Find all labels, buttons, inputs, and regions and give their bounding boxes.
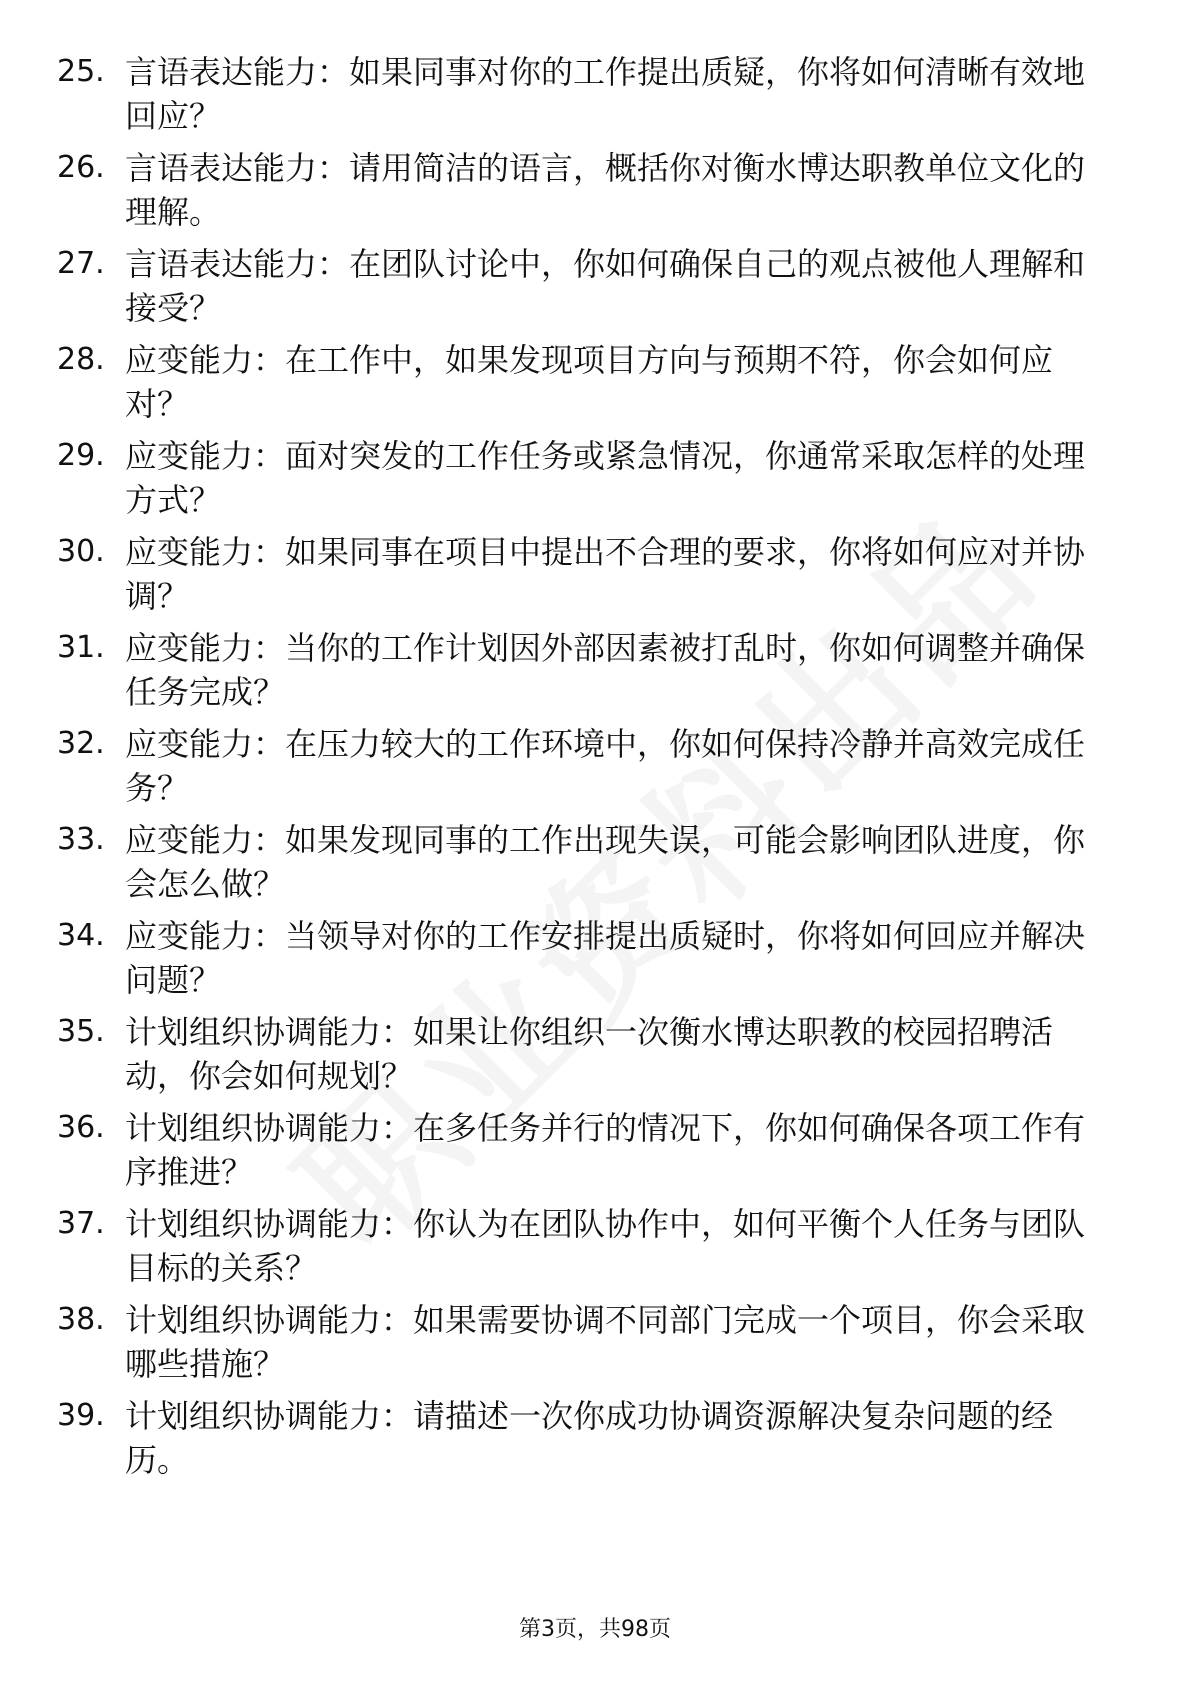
question-number: 37. <box>57 1206 105 1241</box>
question-text: 应变能力：在工作中，如果发现项目方向与预期不符，你会如何应对？ <box>125 341 1054 423</box>
question-text: 言语表达能力：在团队讨论中，你如何确保自己的观点被他人理解和接受？ <box>125 245 1086 327</box>
question-item <box>0 1106 1190 1202</box>
question-item <box>0 722 1190 818</box>
question-text: 计划组织协调能力：你认为在团队协作中，如何平衡个人任务与团队目标的关系？ <box>125 1205 1086 1287</box>
question-text: 应变能力：如果同事在项目中提出不合理的要求，你将如何应对并协调？ <box>125 533 1086 615</box>
question-item <box>0 818 1190 914</box>
question-item <box>0 146 1190 242</box>
question-text: 应变能力：当你的工作计划因外部因素被打乱时，你如何调整并确保任务完成？ <box>125 629 1086 711</box>
question-number: 28. <box>57 342 105 377</box>
question-number: 26. <box>57 150 105 185</box>
question-text: 应变能力：在压力较大的工作环境中，你如何保持冷静并高效完成任务？ <box>125 725 1086 807</box>
question-text: 应变能力：如果发现同事的工作出现失误，可能会影响团队进度，你会怎么做？ <box>125 821 1086 903</box>
question-item <box>0 1010 1190 1106</box>
question-number: 25. <box>57 54 105 89</box>
question-number: 30. <box>57 534 105 569</box>
question-text: 言语表达能力：如果同事对你的工作提出质疑，你将如何清晰有效地回应？ <box>125 53 1086 135</box>
question-item <box>0 1202 1190 1298</box>
question-item <box>0 1298 1190 1394</box>
question-number: 32. <box>57 726 105 761</box>
question-text: 计划组织协调能力：如果让你组织一次衡水博达职教的校园招聘活动，你会如何规划？ <box>125 1013 1054 1095</box>
question-text: 计划组织协调能力：请描述一次你成功协调资源解决复杂问题的经历。 <box>125 1397 1054 1479</box>
question-number: 27. <box>57 246 105 281</box>
question-item <box>0 626 1190 722</box>
question-number: 36. <box>57 1110 105 1145</box>
question-text: 言语表达能力：请用简洁的语言，概括你对衡水博达职教单位文化的理解。 <box>125 149 1086 231</box>
page-footer <box>0 1615 1190 1645</box>
question-number: 38. <box>57 1302 105 1337</box>
question-number: 34. <box>57 918 105 953</box>
question-item <box>0 434 1190 530</box>
question-item <box>0 530 1190 626</box>
page-number: 第3页，共98页 <box>519 1617 671 1642</box>
question-item <box>0 1394 1190 1490</box>
question-text: 应变能力：面对突发的工作任务或紧急情况，你通常采取怎样的处理方式？ <box>125 437 1086 519</box>
question-number: 39. <box>57 1398 105 1433</box>
question-item <box>0 914 1190 1010</box>
question-number: 35. <box>57 1014 105 1049</box>
question-item <box>0 50 1190 146</box>
question-number: 29. <box>57 438 105 473</box>
question-number: 33. <box>57 822 105 857</box>
question-text: 计划组织协调能力：在多任务并行的情况下，你如何确保各项工作有序推进？ <box>125 1109 1086 1191</box>
question-item <box>0 338 1190 434</box>
question-number: 31. <box>57 630 105 665</box>
question-text: 计划组织协调能力：如果需要协调不同部门完成一个项目，你会采取哪些措施？ <box>125 1301 1086 1383</box>
question-text: 应变能力：当领导对你的工作安排提出质疑时，你将如何回应并解决问题？ <box>125 917 1086 999</box>
question-item <box>0 242 1190 338</box>
